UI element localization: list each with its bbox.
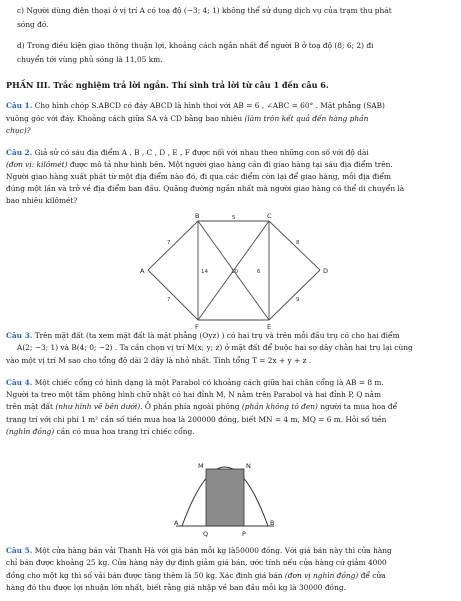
- question-2-line-5: bao nhiêu kilômét?: [6, 196, 78, 205]
- question-4-shading-note: (phần không tô đen): [241, 402, 318, 411]
- question-5-text-3c: để cửa: [360, 571, 386, 580]
- question-5-label: Câu 5.: [6, 546, 33, 555]
- question-5-line-3: [6, 571, 386, 581]
- point-p-label: P: [242, 530, 246, 538]
- question-2-line-2: [6, 160, 393, 170]
- graph-vertex-e: E: [267, 323, 272, 330]
- graph-edge-c-d: [269, 221, 320, 270]
- graph-weight-bf: 14: [201, 269, 208, 275]
- question-5-line-2: chỉ bán được khoảng 25 kg. Cửa hàng này dự định giảm giá bán, ước tính nếu cửa hàng cứ giảm 4000: [6, 558, 387, 567]
- question-3-line-2: A(2; −3; 1) và B(4; 0; −2) . Ta cần chọn vị trí M(x; y; z) ở mặt đất để buộc hai sợ dây chằn hai trụ lại cùng: [17, 343, 413, 352]
- question-3-line-1: [6, 331, 400, 341]
- question-4-text-1: Một chiếc cổng có hình dạng là một Parabol có khoảng cách giữa hai chân cổng là AB = 8 m.: [34, 378, 384, 387]
- question-1-label: Câu 1.: [6, 101, 33, 110]
- question-1-line-3: chục)?: [6, 126, 31, 135]
- graph-weight-ab: 7: [167, 240, 171, 246]
- part-c-line-1: c) Người dùng điện thoại ở vị trí A có toạ độ (−3; 4; 1) không thể sử dụng dịch vụ của trạm thu phát: [17, 6, 392, 15]
- point-m-label: M: [198, 462, 204, 470]
- question-1-text-2: vuông góc với đáy. Khoảng cách giữa SA và CD bằng bao nhiêu: [6, 114, 243, 123]
- question-2-label: Câu 2.: [6, 148, 33, 157]
- graph-edge-a-f: [148, 270, 198, 320]
- graph-weight-diagonal: 10: [231, 269, 238, 275]
- question-3-text-1: Trên mặt đất (ta xem mặt đất là mặt phẳng (Oyz) ) có hai trụ và trên mỗi đầu trụ có cho hai điểm: [34, 331, 400, 340]
- graph-weight-ce: 6: [257, 269, 261, 275]
- question-4-line-5: [6, 427, 195, 437]
- question-4-figure-note: (như hình vẽ bên dưới).: [55, 402, 143, 411]
- question-5-unit-note: (đơn vị nghìn đồng): [284, 571, 359, 580]
- graph-vertex-d: D: [323, 267, 329, 275]
- point-b-label: B: [270, 519, 275, 527]
- question-1-line-2: [6, 114, 368, 124]
- part-d-line-2: chuyển tới vùng phủ sóng là 11,05 km.: [17, 55, 163, 64]
- graph-weight-de: 9: [296, 297, 300, 303]
- point-n-label: N: [246, 462, 251, 470]
- question-4-text-3c: Ở phần phía ngoài phông: [144, 402, 240, 411]
- question-5-line-1: [6, 546, 392, 556]
- question-2-text-2: được mô tả như hình bên. Một người giao hàng cần đi giao hàng tại sáu địa điểm trên.: [69, 160, 393, 169]
- question-4-line-3: [6, 402, 397, 412]
- question-2-text-1: Giả sử có sáu địa điểm A , B , C , D , E , F được nối với nhau theo những con số với độ dài: [34, 148, 369, 157]
- question-4-line-1: [6, 378, 384, 388]
- question-1-rounding-note: (làm tròn kết quả đến hàng phần: [244, 114, 369, 123]
- part-c-line-2: sóng đó.: [17, 20, 49, 29]
- question-1-line-1: [6, 101, 385, 111]
- question-4-text-3a: trên mặt đất: [6, 402, 53, 411]
- graph-edge-b-a: [148, 221, 198, 270]
- graph-vertex-a: A: [140, 267, 145, 275]
- question-1-text-1: Cho hình chóp S.ABCD có đáy ABCD là hình thoi với AB = 6 , ∠ABC = 60° . Mặt phẳng (SAB): [34, 101, 385, 110]
- question-4-label: Câu 4.: [6, 378, 33, 387]
- section-title: PHẦN III. Trắc nghiệm trả lời ngắn. Thí sinh trả lời từ câu 1 đến câu 6.: [6, 80, 329, 90]
- question-5-text-1: Một cửa hàng bán vải Thanh Hà với giá bán mỗi kg là50000 đồng. Với giá bán này thì cửa hàng: [34, 546, 392, 555]
- graph-weight-bc: 5: [232, 215, 236, 221]
- parabola-gate-figure: [170, 448, 280, 540]
- question-2-line-4: đúng một lần và trở về địa điểm ban đầu. Quãng đường ngắn nhất mà người giao hàng có thể di chuyển là: [6, 184, 405, 193]
- graph-weight-cd: 8: [296, 240, 300, 246]
- point-q-label: Q: [203, 530, 209, 538]
- question-2-line-1: [6, 148, 369, 158]
- graph-vertex-b: B: [195, 212, 200, 220]
- delivery-graph-figure: [140, 210, 330, 330]
- graph-vertex-f: F: [195, 323, 199, 330]
- question-2-unit-note: (đơn vị: kilômét): [6, 160, 68, 169]
- part-d-line-1: d) Trong điều kiện giao thông thuận lợi, khoảng cách ngắn nhất để người B ở toạ độ (8; 6; 2) đi: [17, 41, 374, 50]
- question-4-text-3e: người ta mua hoa để: [320, 402, 398, 411]
- question-3-label: Câu 3.: [6, 331, 33, 340]
- graph-weight-af: 7: [167, 297, 171, 303]
- question-5-line-4: hàng đó thu được lợi nhuận lớn nhất, biết rằng giá nhập về ban đầu mỗi kg là 30000 đồng.: [6, 583, 346, 592]
- question-4-unit-note: (nghìn đồng): [6, 427, 55, 436]
- graph-edge-d-e: [269, 270, 320, 320]
- question-5-text-3a: đồng cho một kg thì số vải bán được tăng thêm là 50 kg. Xác định giá bán: [6, 571, 283, 580]
- question-3-line-3: vào một vị trí M sao cho tổng độ dài 2 dây là nhỏ nhất. Tính tổng T = 2x + y + z .: [6, 356, 312, 365]
- question-2-line-3: Người giao hàng xuất phát từ một địa điểm nào đó, đi qua các điểm còn lại để giao hàng, mỗi địa điểm: [6, 172, 391, 181]
- question-4-text-5: cần có mua hoa trang trí chiếc cổng.: [56, 427, 195, 436]
- question-4-line-4: trang trí với chi phí 1 m² cần số tiền mua hoa là 200000 đồng, biết MN = 4 m, MQ = 6 m. Hỏi số tiền: [6, 415, 387, 424]
- point-a-label: A: [174, 519, 179, 527]
- question-4-line-2: Người ta treo một tấm phông hình chữ nhật có hai đỉnh M, N nằm trên Parabol và hai đỉnh P, Q nằm: [6, 390, 381, 399]
- gate-banner-rectangle: [206, 469, 244, 526]
- graph-vertex-c: C: [267, 212, 272, 220]
